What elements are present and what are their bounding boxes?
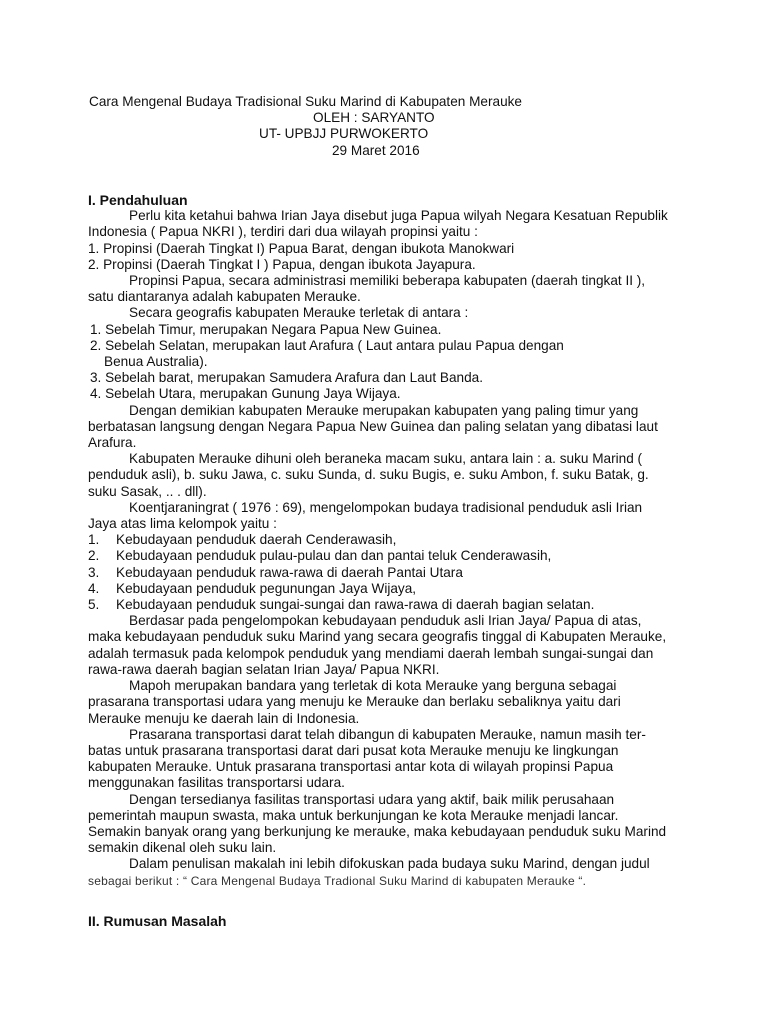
date-line: 29 Maret 2016: [332, 142, 420, 158]
paragraph: Secara geografis kabupaten Merauke terletak di antara :: [129, 305, 469, 321]
section-heading: I. Pendahuluan: [88, 192, 188, 208]
paragraph: Kabupaten Merauke dihuni oleh beraneka macam suku, antara lain : a. suku Marind ( penduduk asli), b. suku Jawa, c. suku Sunda, d. suku Bugis, e. suku Ambon, f. suku Batak, g. suku Sasak, .. . dll).: [88, 451, 649, 499]
paragraph: Propinsi Papua, secara administrasi memiliki beberapa kabupaten (daerah tingkat II ), satu diantaranya adalah kabupaten Merauke.: [88, 273, 646, 305]
paragraph: Koentjaraningrat ( 1976 : 69), mengelompokan budaya tradisional penduduk asli Irian Jaya atas lima kelompok yaitu :: [88, 499, 643, 532]
list-item: 4. Sebelah Utara, merupakan Gunung Jaya Wijaya.: [90, 386, 401, 402]
paragraph: Prasarana transportasi darat telah dibangun di kabupaten Merauke, namun masih ter- batas untuk prasarana transportasi darat dari pusat kota Merauke menuju ke lingkungan kabupaten Merauke. Untuk prasarana transportasi antar kota di wilayah propinsi Papua menggunakan fasilitas transportarsi udara.: [88, 726, 646, 791]
list-item: 2. Sebelah Selatan, merupakan laut Arafura ( Laut antara pulau Papua dengan: [90, 337, 564, 353]
list-item: 1. Sebelah Timur, merupakan Negara Papua New Guinea.: [90, 321, 442, 337]
list-item: 2. Kebudayaan penduduk pulau-pulau dan dan pantai teluk Cenderawasih,: [88, 548, 552, 564]
paragraph: Mapoh merupakan bandara yang terletak di kota Merauke yang berguna sebagai prasarana transportasi udara yang menuju ke Merauke dan berlaku sebaliknya yaitu dari Merauke menuju ke daerah lain di Indonesia.: [88, 678, 621, 726]
geography-list: [88, 322, 688, 403]
list-item: 3. Kebudayaan penduduk rawa-rawa di daerah Pantai Utara: [88, 564, 463, 580]
list-item: 3. Sebelah barat, merupakan Samudera Arafura dan Laut Banda.: [90, 370, 483, 386]
section-heading-rumusan-masalah: II. Rumusan Masalah: [88, 913, 227, 929]
paragraph: Berdasar pada pengelompokan kebudayaan penduduk asli Irian Jaya/ Papua di atas, maka kebudayaan penduduk suku Marind yang secara geografis tinggal di Kabupaten Merauke, adalah termasuk pada kelompok penduduk yang mendiami daerah lembah sungai-sungai dan rawa-rawa daerah bagian selatan Irian Jaya/ Papua NKRI.: [88, 613, 667, 677]
list-item: 4. Kebudayaan penduduk pegunungan Jaya Wijaya,: [88, 580, 417, 596]
list-item-continuation: Benua Australia).: [104, 354, 208, 370]
author-line: OLEH : SARYANTO: [313, 110, 435, 126]
province-list: [88, 241, 688, 273]
list-item: 2. Propinsi (Daerah Tingkat I ) Papua, dengan ibukota Jayapura.: [88, 256, 476, 272]
culture-groups-list: [88, 532, 688, 613]
document-title: Cara Mengenal Budaya Tradisional Suku Marind di Kabupaten Merauke: [89, 94, 522, 109]
paragraph: Dengan demikian kabupaten Merauke merupakan kabupaten yang paling timur yang berbatasan langsung dengan Negara Papua New Guinea dan paling selatan yang dibatasi laut Arafura.: [88, 402, 658, 451]
section-pendahuluan: [88, 192, 688, 889]
list-item: 5. Kebudayaan penduduk sungai-sungai dan rawa-rawa di daerah bagian selatan.: [88, 597, 595, 613]
list-item: 1. Propinsi (Daerah Tingkat I) Papua Barat, dengan ibukota Manokwari: [88, 240, 515, 256]
paragraph: Perlu kita ketahui bahwa Irian Jaya disebut juga Papua wilyah Negara Kesatuan Republik Indonesia ( Papua NKRI ), terdiri dari dua wilayah propinsi yaitu :: [88, 208, 668, 240]
document-header: [0, 94, 768, 159]
paragraph: Dengan tersedianya fasilitas transportasi udara yang aktif, baik milik perusahaan pemerintah maupun swasta, maka untuk berkunjungan ke kota Merauke menjadi lancar. Semakin banyak orang yang berkunjung ke merauke, maka kebudayaan penduduk suku Marind semakin dikenal oleh suku lain.: [88, 791, 667, 856]
list-item: 1. Kebudayaan penduduk daerah Cenderawasih,: [88, 532, 397, 548]
paragraph: Dalam penulisan makalah ini lebih difokuskan pada budaya suku Marind, dengan judul sebagai berikut : “ Cara Mengenal Budaya Tradional Suku Marind di kabupaten Merauke “.: [88, 856, 650, 888]
institution-line: UT- UPBJJ PURWOKERTO: [259, 126, 429, 142]
